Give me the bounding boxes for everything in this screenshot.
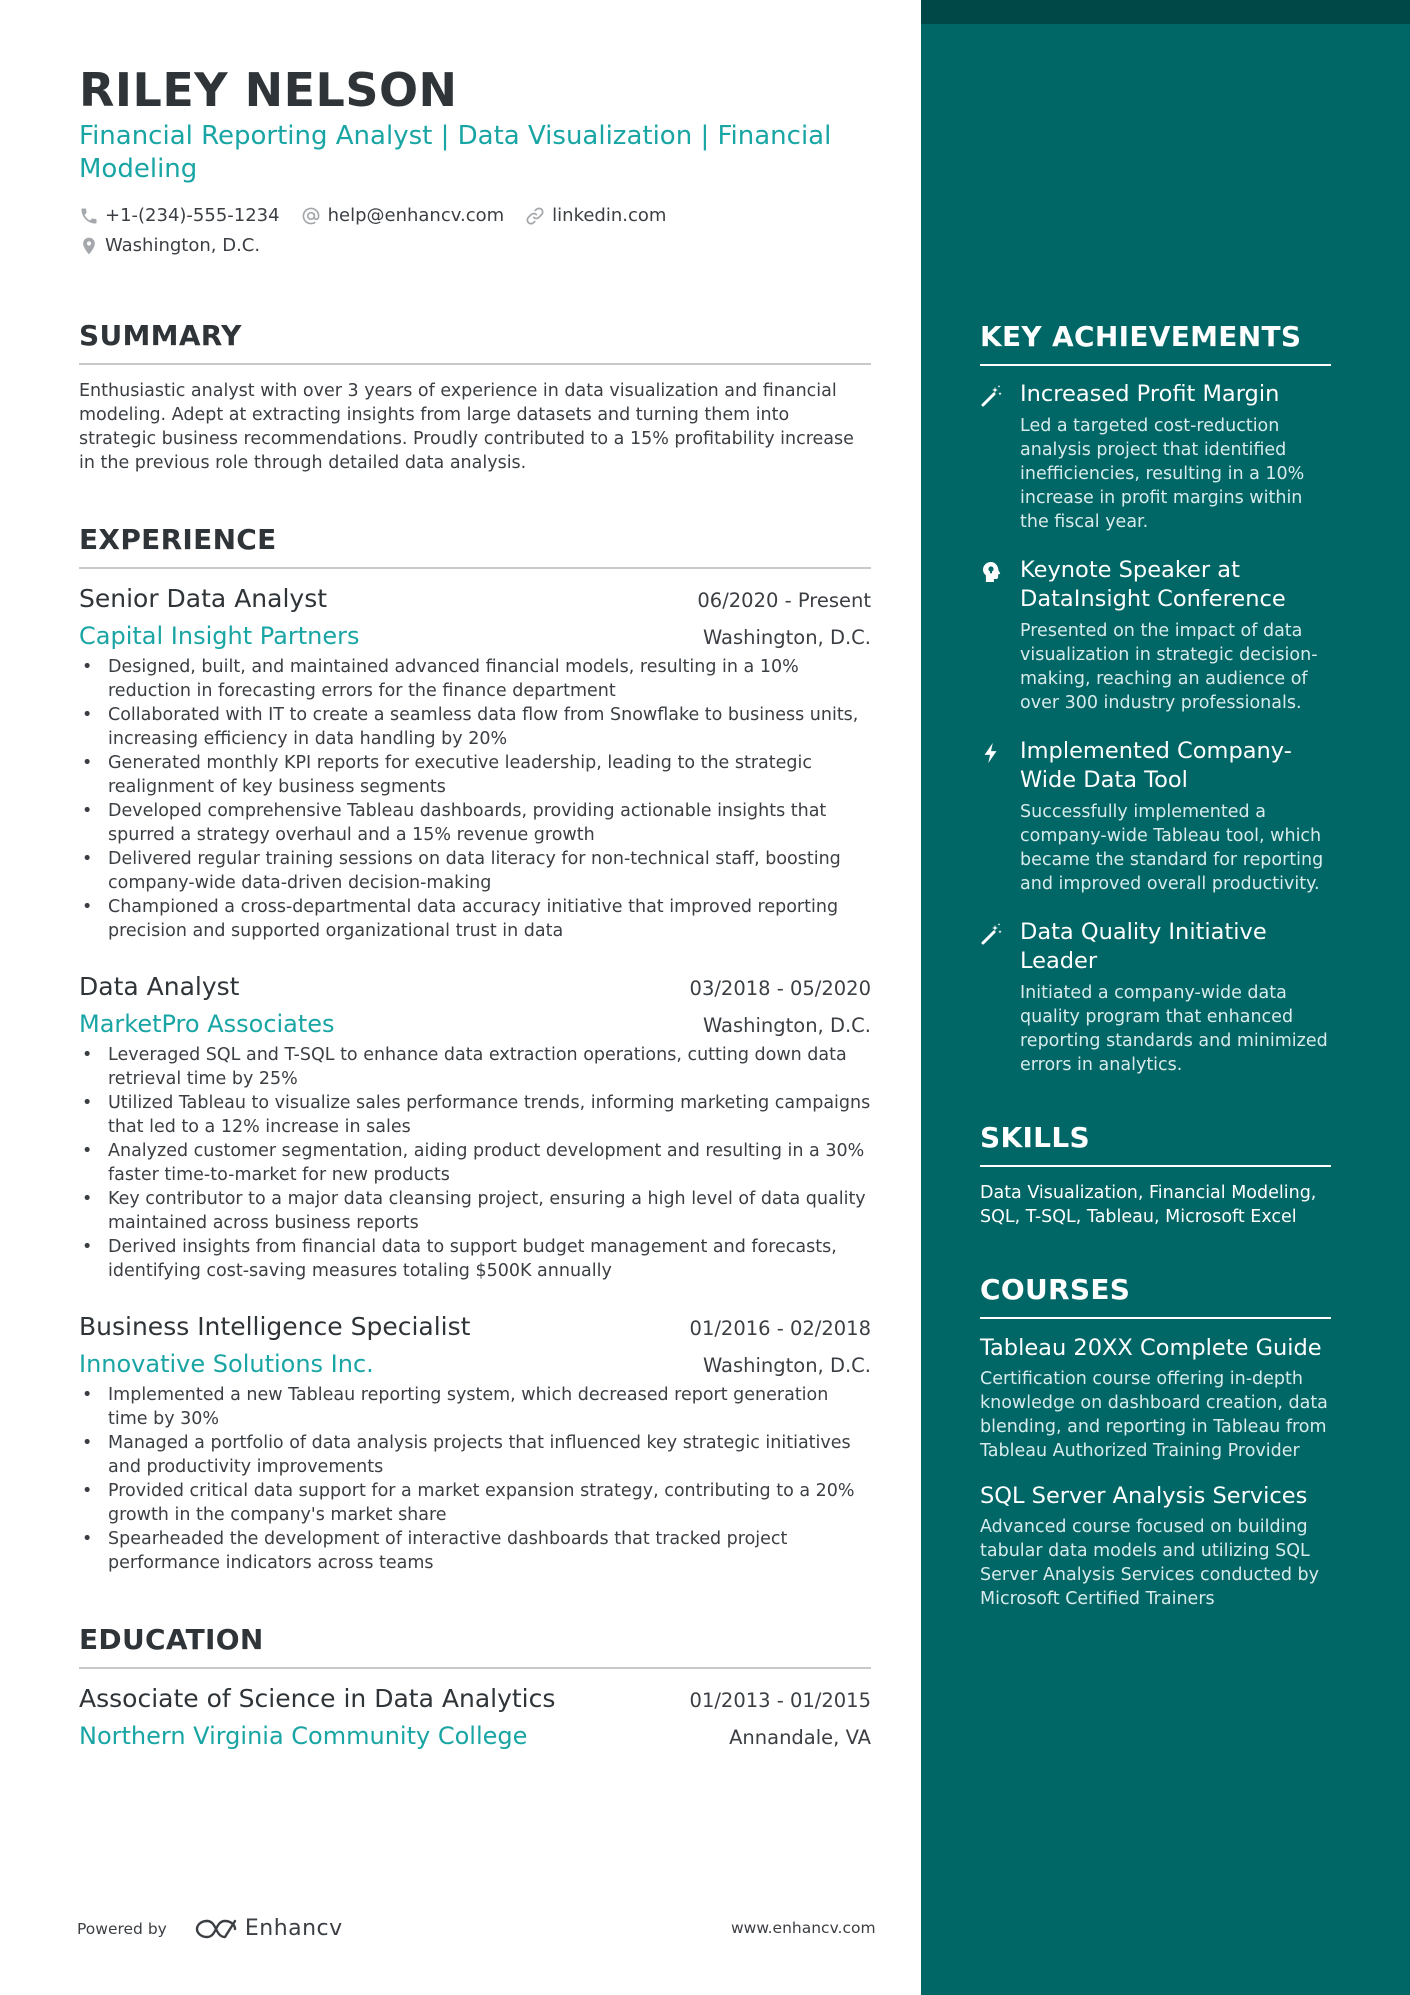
at-icon: [300, 205, 322, 227]
achievement-desc: Initiated a company-wide data quality program that enhanced reporting standards and minimized errors in analytics.: [1020, 983, 1328, 1075]
job-entry: [79, 583, 871, 943]
powered-by-text: Powered by: [77, 1919, 167, 1938]
achievements-section: [980, 320, 1331, 1077]
location-text: Washington, D.C.: [105, 235, 261, 256]
achievement-item: [980, 737, 1331, 896]
candidate-name: RILEY NELSON: [79, 63, 458, 117]
section-title-experience: EXPERIENCE: [79, 523, 871, 569]
email-text: help@enhancv.com: [327, 205, 505, 226]
bullet-item: • Leveraged SQL and T-SQL to enhance data extraction operations, cutting down data retrieval time by 25%: [79, 1043, 871, 1091]
sidebar: [921, 0, 1410, 1995]
section-title-education: EDUCATION: [79, 1623, 871, 1669]
achievement-desc: Led a targeted cost-reduction analysis project that identified inefficiencies, resulting in a 10% increase in profit margins within the fiscal year.: [1020, 416, 1305, 532]
achievement-item: [980, 380, 1331, 534]
bullet-item: • Delivered regular training sessions on data literacy for non-technical staff, boosting company-wide data-driven decision-making: [79, 847, 871, 895]
education-location: Annandale, VA: [729, 1726, 871, 1749]
job-title: Senior Data Analyst: [79, 584, 328, 613]
job-bullets: [79, 1383, 871, 1575]
skills-section: [980, 1121, 1331, 1229]
job-date: 03/2018 - 05/2020: [689, 977, 871, 1000]
course-desc: Certification course offering in-depth knowledge on dashboard creation, data blending, and reporting in Tableau from Tableau Authorized Training Provider: [980, 1369, 1328, 1461]
magic-wand-icon: [980, 384, 1004, 408]
job-title: Business Intelligence Specialist: [79, 1312, 471, 1341]
footer-url[interactable]: www.enhancv.com: [731, 1919, 876, 1937]
course-title: SQL Server Analysis Services: [980, 1483, 1308, 1509]
enhancv-logo-icon: [193, 1917, 239, 1941]
contact-location: [79, 234, 260, 257]
phone-icon: [79, 206, 99, 226]
company-name: MarketPro Associates: [79, 1010, 335, 1038]
job-location: Washington, D.C.: [702, 1014, 871, 1037]
headline: Financial Reporting Analyst | Data Visualization | Financial Modeling: [79, 121, 832, 184]
achievement-item: [980, 556, 1331, 715]
job-bullets: [79, 655, 871, 943]
skills-text: Data Visualization, Financial Modeling, SQL, T-SQL, Tableau, Microsoft Excel: [980, 1183, 1317, 1227]
education-date: 01/2013 - 01/2015: [689, 1689, 871, 1712]
bullet-item: • Designed, built, and maintained advanced financial models, resulting in a 10% reduction in forecasting errors for the finance department: [79, 655, 871, 703]
bullet-item: • Provided critical data support for a market expansion strategy, contributing to a 20% growth in the company's market share: [79, 1479, 871, 1527]
head-lightbulb-icon: [980, 560, 1004, 584]
phone-text: +1-(234)-555-1234: [105, 205, 280, 226]
achievement-title: Keynote Speaker at DataInsight Conference: [1020, 557, 1286, 612]
bullet-item: • Championed a cross-departmental data accuracy initiative that improved reporting precision and supported organizational trust in data: [79, 895, 871, 943]
footer-powered-by: [77, 1916, 343, 1941]
job-date: 06/2020 - Present: [697, 589, 871, 612]
achievement-desc: Presented on the impact of data visualization in strategic decision-making, reaching an audience of over 300 industry professionals.: [1020, 621, 1318, 713]
bullet-item: • Utilized Tableau to visualize sales performance trends, informing marketing campaigns that led to a 12% increase in sales: [79, 1091, 871, 1139]
course-item: [980, 1333, 1331, 1463]
bullet-item: • Key contributor to a major data cleansing project, ensuring a high level of data quality maintained across business reports: [79, 1187, 871, 1235]
course-desc: Advanced course focused on building tabular data models and utilizing SQL Server Analysis Services conducted by Microsoft Certified Trainers: [980, 1517, 1319, 1609]
achievement-title: Increased Profit Margin: [1020, 381, 1280, 407]
bullet-item: • Managed a portfolio of data analysis projects that influenced key strategic initiatives and productivity improvements: [79, 1431, 871, 1479]
bullet-item: • Analyzed customer segmentation, aiding product development and resulting in a 30% faster time-to-market for new products: [79, 1139, 871, 1187]
bullet-item: • Developed comprehensive Tableau dashboards, providing actionable insights that spurred a strategy overhaul and a 15% revenue growth: [79, 799, 871, 847]
section-title-achievements: KEY ACHIEVEMENTS: [980, 320, 1331, 366]
courses-section: [980, 1273, 1331, 1611]
summary-text: Enthusiastic analyst with over 3 years of experience in data visualization and financial modeling. Adept at extracting insights from large datasets and turning them into strategic business recommendations. Proudly contributed to a 15% profitability increase in the previous role through detailed data analysis.: [79, 381, 854, 473]
achievement-title: Implemented Company-Wide Data Tool: [1020, 738, 1292, 793]
lightning-icon: [980, 741, 1002, 765]
education-entry: [79, 1683, 871, 1752]
linkedin-text: linkedin.com: [552, 205, 667, 226]
contact-linkedin[interactable]: [524, 204, 666, 227]
experience-section: [79, 523, 871, 1575]
sidebar-content: [980, 320, 1331, 1611]
job-date: 01/2016 - 02/2018: [689, 1317, 871, 1340]
degree-title: Associate of Science in Data Analytics: [79, 1684, 556, 1713]
achievement-title: Data Quality Initiative Leader: [1020, 919, 1267, 974]
section-title-skills: SKILLS: [980, 1121, 1331, 1167]
contact-email[interactable]: [300, 204, 505, 227]
job-bullets: [79, 1043, 871, 1283]
main-column: [79, 62, 871, 1752]
job-title: Data Analyst: [79, 972, 240, 1001]
course-title: Tableau 20XX Complete Guide: [980, 1335, 1322, 1361]
magic-wand-icon: [980, 922, 1004, 946]
sidebar-top-bar: [921, 0, 1410, 24]
bullet-item: • Derived insights from financial data to support budget management and forecasts, identifying cost-saving measures totaling $500K annually: [79, 1235, 871, 1283]
section-title-summary: SUMMARY: [79, 319, 871, 365]
contact-info: [79, 204, 699, 257]
bullet-item: • Spearheaded the development of interactive dashboards that tracked project performance indicators across teams: [79, 1527, 871, 1575]
section-title-courses: COURSES: [980, 1273, 1331, 1319]
job-location: Washington, D.C.: [702, 1354, 871, 1377]
enhancv-logo[interactable]: [193, 1916, 343, 1941]
link-icon: [524, 205, 546, 227]
bullet-item: • Collaborated with IT to create a seamless data flow from Snowflake to business units, increasing efficiency in data handling by 20%: [79, 703, 871, 751]
job-entry: [79, 971, 871, 1283]
school-name: Northern Virginia Community College: [79, 1722, 528, 1750]
contact-phone[interactable]: [79, 204, 280, 227]
bullet-item: • Generated monthly KPI reports for executive leadership, leading to the strategic realignment of key business segments: [79, 751, 871, 799]
job-location: Washington, D.C.: [702, 626, 871, 649]
achievement-item: [980, 918, 1331, 1077]
company-name: Capital Insight Partners: [79, 622, 360, 650]
brand-text: Enhancv: [244, 1916, 343, 1941]
education-section: [79, 1623, 871, 1752]
location-pin-icon: [79, 235, 99, 257]
course-item: [980, 1481, 1331, 1611]
bullet-item: • Implemented a new Tableau reporting system, which decreased report generation time by 30%: [79, 1383, 871, 1431]
achievement-desc: Successfully implemented a company-wide Tableau tool, which became the standard for reporting and improved overall productivity.: [1020, 802, 1324, 894]
company-name: Innovative Solutions Inc.: [79, 1350, 374, 1378]
summary-section: [79, 319, 871, 475]
job-entry: [79, 1311, 871, 1575]
